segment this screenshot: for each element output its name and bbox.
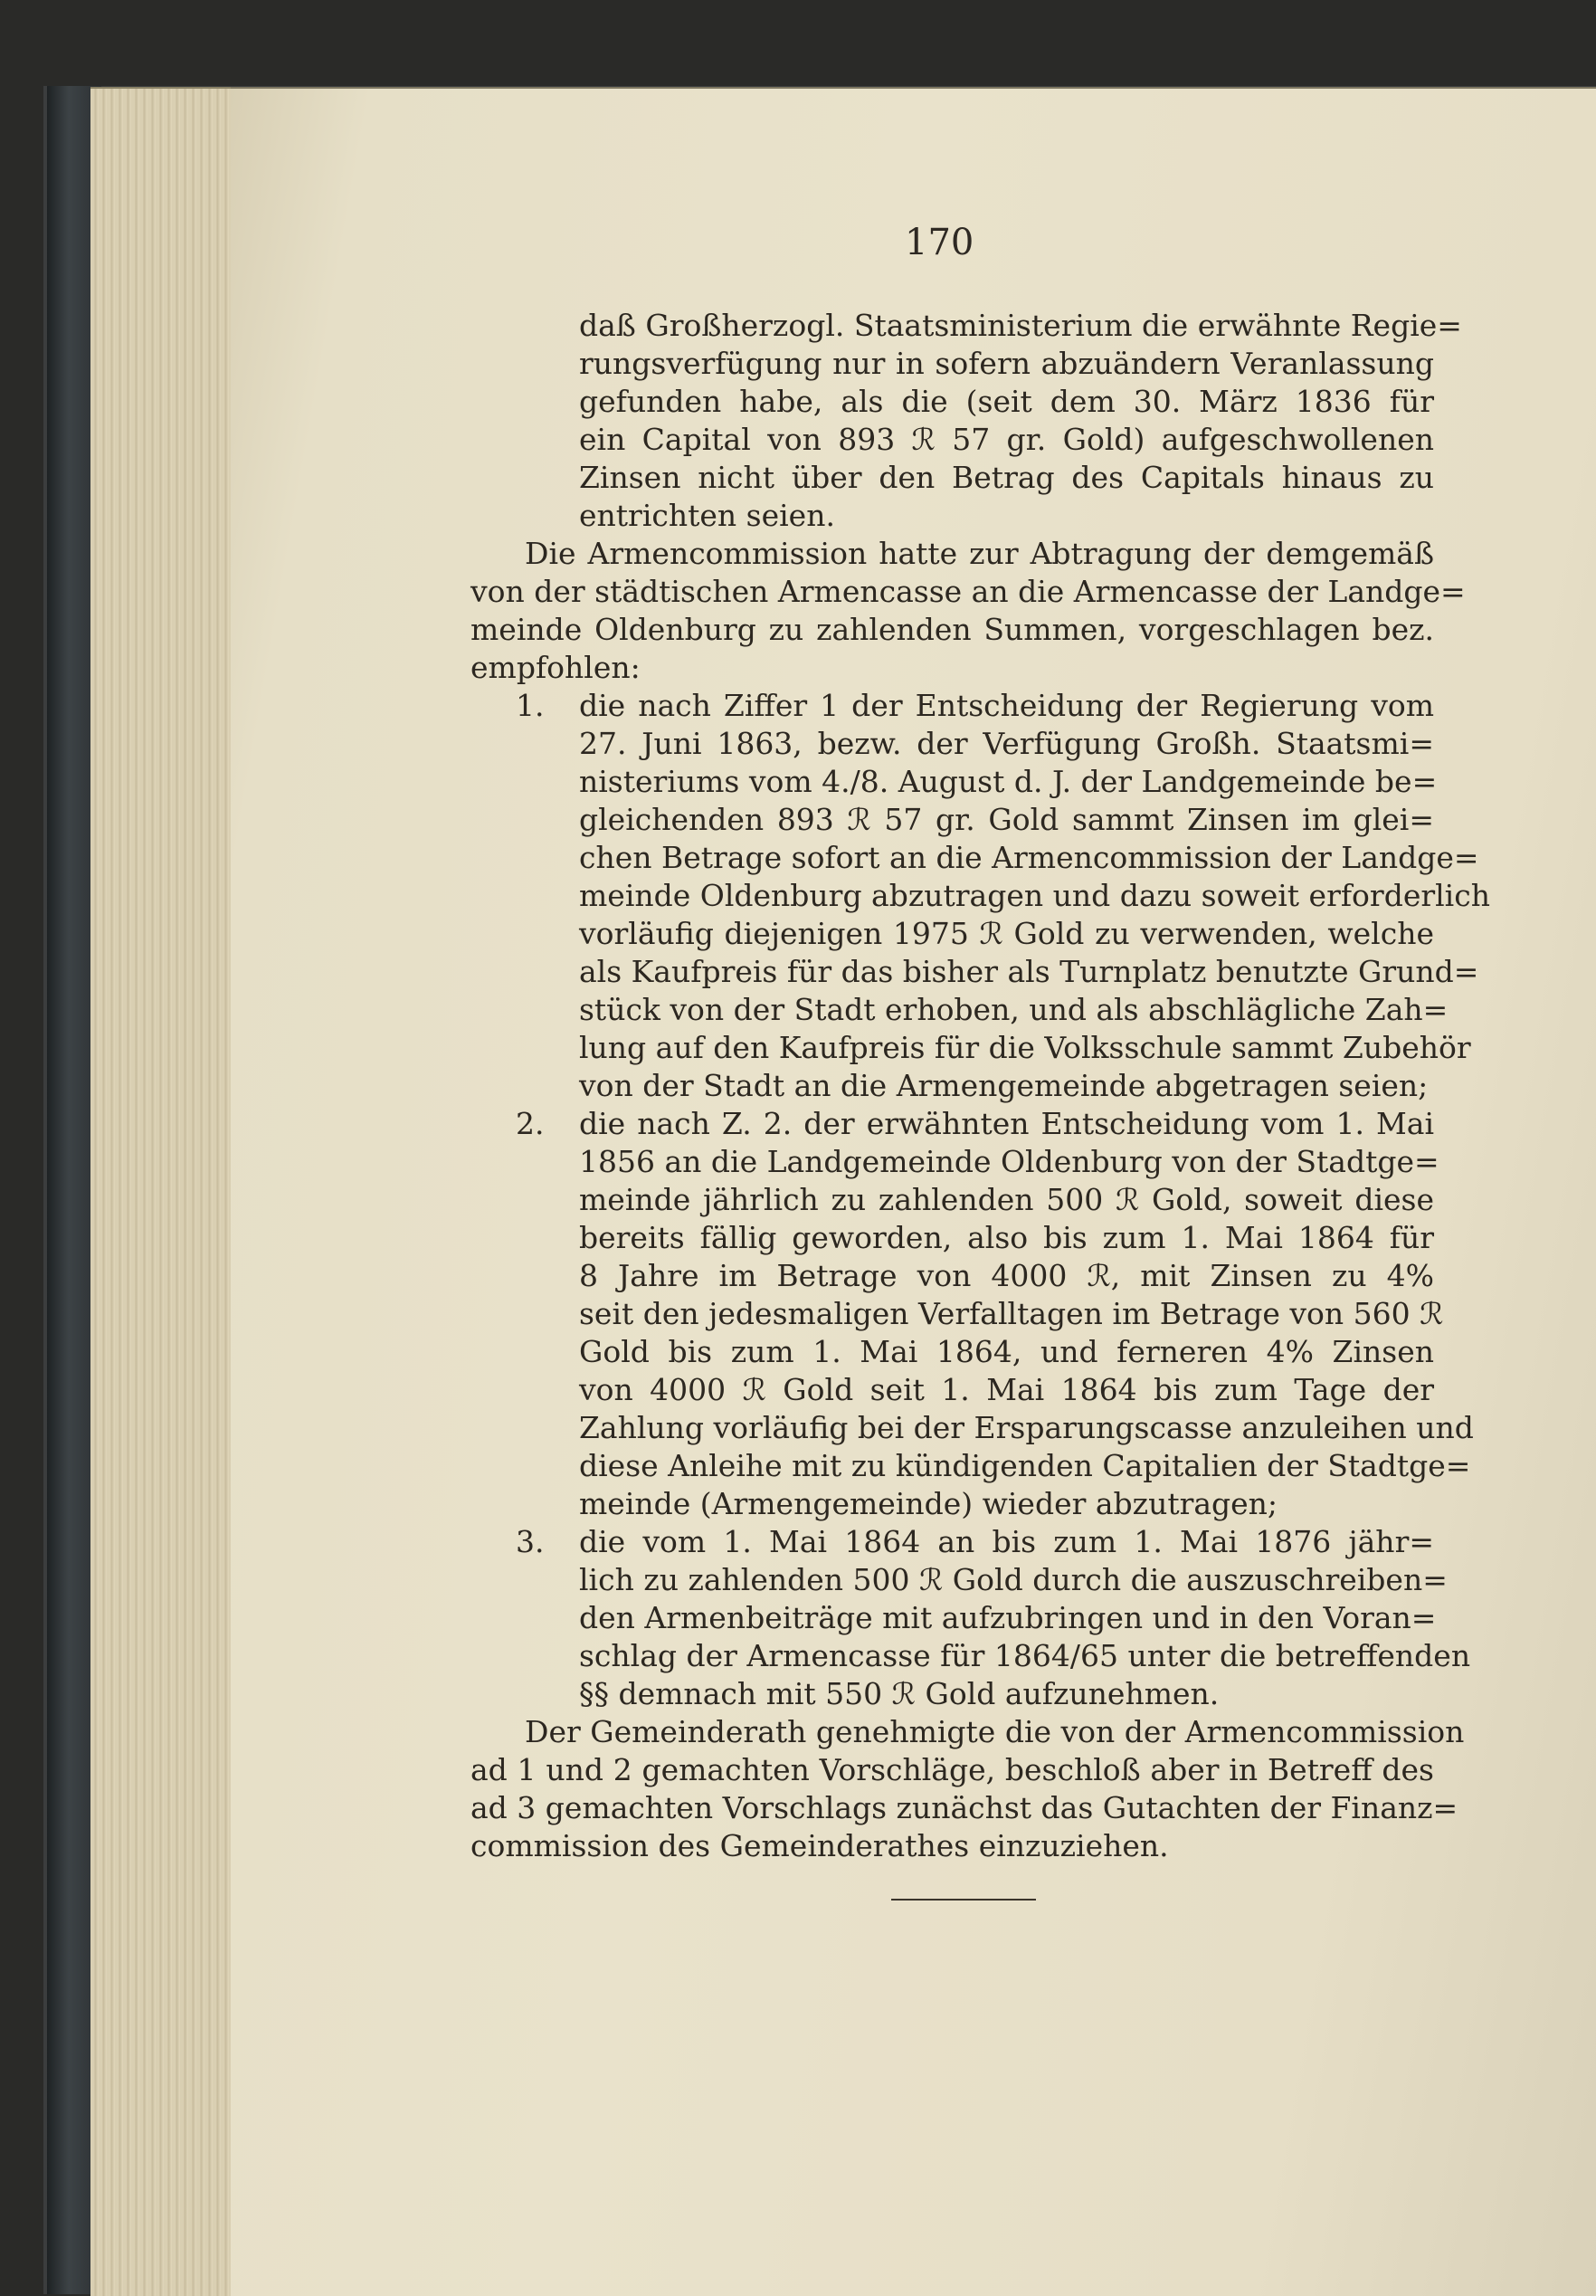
section-rule	[891, 1899, 1036, 1901]
text-line: als Kaufpreis für das bisher als Turnplatz benutzte Grund=	[579, 954, 1479, 989]
text-line: stück von der Stadt erhoben, und als abschlägliche Zah=	[579, 992, 1449, 1027]
item-number: 2.	[516, 1106, 545, 1141]
text-line: die nach Ziffer 1 der Entscheidung der Regierung vom	[579, 688, 1434, 723]
text-line: die nach Z. 2. der erwähnten Entscheidung vom 1. Mai	[579, 1106, 1434, 1141]
text-line: §§ demnach mit 550 ℛ Gold aufzunehmen.	[579, 1676, 1220, 1711]
text-line: Zahlung vorläufig bei der Ersparungscasse anzuleihen und	[579, 1410, 1474, 1445]
text-line: lich zu zahlenden 500 ℛ Gold durch die auszuschreiben=	[579, 1562, 1448, 1597]
text-line: die vom 1. Mai 1864 an bis zum 1. Mai 1876 jähr=	[579, 1524, 1434, 1559]
text-line: Gold bis zum 1. Mai 1864, und ferneren 4% Zinsen	[579, 1334, 1434, 1369]
text-line: entrichten seien.	[579, 498, 835, 533]
text-line: Der Gemeinderath genehmigte die von der Armencommission	[525, 1714, 1465, 1749]
text-line: meinde jährlich zu zahlenden 500 ℛ Gold, soweit diese	[579, 1182, 1434, 1217]
text-line: lung auf den Kaufpreis für die Volksschule sammt Zubehör	[579, 1030, 1471, 1065]
text-line: gefunden habe, als die (seit dem 30. März 1836 für	[579, 384, 1434, 419]
text-line: chen Betrage sofort an die Armencommission der Landge=	[579, 840, 1479, 875]
text-line: Die Armencommission hatte zur Abtragung der demgemäß	[525, 536, 1434, 571]
text-line: von 4000 ℛ Gold seit 1. Mai 1864 bis zum Tage der	[579, 1372, 1434, 1407]
text-line: diese Anleihe mit zu kündigenden Capitalien der Stadtge=	[579, 1448, 1471, 1483]
text-line: meinde Oldenburg zu zahlenden Summen, vorgeschlagen bez.	[470, 612, 1434, 647]
text-line: von der städtischen Armencasse an die Armencasse der Landge=	[470, 574, 1466, 609]
text-line: gleichenden 893 ℛ 57 gr. Gold sammt Zinsen im glei=	[579, 802, 1434, 837]
text-line: seit den jedesmaligen Verfalltagen im Betrage von 560 ℛ	[579, 1296, 1444, 1331]
item-number: 3.	[516, 1524, 545, 1559]
text-line: schlag der Armencasse für 1864/65 unter die betreffenden	[579, 1638, 1471, 1673]
text-line: rungsverfügung nur in sofern abzuändern Veranlassung	[579, 346, 1434, 381]
text-line: meinde (Armengemeinde) wieder abzutragen;	[579, 1486, 1278, 1521]
page-number: 170	[905, 222, 974, 263]
text-line: den Armenbeiträge mit aufzubringen und in den Voran=	[579, 1600, 1437, 1635]
page-stack-edges	[90, 87, 244, 2296]
text-line: Zinsen nicht über den Betrag des Capitals hinaus zu	[579, 460, 1434, 495]
text-line: ad 3 gemachten Vorschlags zunächst das Gutachten der Finanz=	[470, 1790, 1458, 1825]
text-line: von der Stadt an die Armengemeinde abgetragen seien;	[579, 1068, 1429, 1103]
text-line: nisteriums vom 4./8. August d. J. der Landgemeinde be=	[579, 764, 1438, 799]
item-number: 1.	[516, 688, 545, 723]
text-line: ein Capital von 893 ℛ 57 gr. Gold) aufgeschwollenen	[579, 422, 1434, 457]
text-line: 8 Jahre im Betrage von 4000 ℛ, mit Zinsen zu 4%	[579, 1258, 1434, 1293]
text-line: commission des Gemeinderathes einzuziehen.	[470, 1828, 1169, 1863]
text-line: daß Großherzogl. Staatsministerium die erwähnte Regie=	[579, 308, 1462, 343]
text-line: 27. Juni 1863, bezw. der Verfügung Großh. Staatsmi=	[579, 726, 1434, 761]
text-line: ad 1 und 2 gemachten Vorschläge, beschloß aber in Betreff des	[470, 1752, 1434, 1787]
text-line: 1856 an die Landgemeinde Oldenburg von der Stadtge=	[579, 1144, 1439, 1179]
text-line: vorläufig diejenigen 1975 ℛ Gold zu verwenden, welche	[579, 916, 1434, 951]
text-line: meinde Oldenburg abzutragen und dazu soweit erforderlich	[579, 878, 1490, 913]
text-line: bereits fällig geworden, also bis zum 1. Mai 1864 für	[579, 1220, 1434, 1255]
text-line: empfohlen:	[470, 650, 641, 685]
